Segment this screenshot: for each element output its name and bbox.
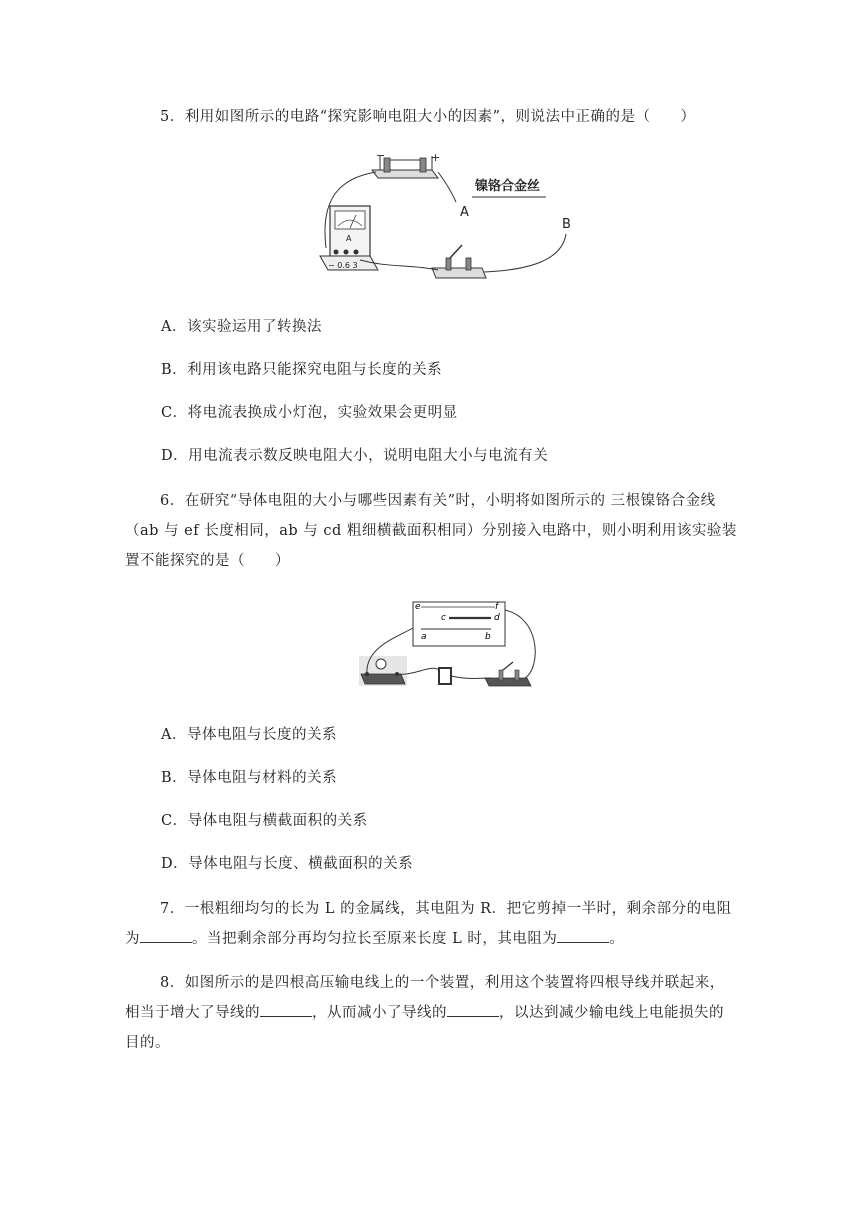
q8-line1: 8．如图所示的是四根高压输电线上的一个装置，利用这个装置将四根导线并联起来， <box>160 975 725 991</box>
label-e: e <box>415 602 421 612</box>
plus-label: + <box>431 151 441 164</box>
q8-line2-part-b: ，从而减小了导线的 <box>312 1005 447 1021</box>
q5-option-a: A．该实验运用了转换法 <box>161 319 322 335</box>
q6-circuit-figure <box>355 598 545 690</box>
q6-option-a: A．导体电阻与长度的关系 <box>161 727 337 743</box>
q7-line2-part-a: 为 <box>125 931 140 947</box>
q7-blank-2 <box>557 928 609 943</box>
meter-letter: A <box>346 234 352 243</box>
q5-option-d: D．用电流表示数反映电阻大小，说明电阻大小与电流有关 <box>161 448 549 464</box>
label-b: b <box>485 632 491 642</box>
q7-line1: 7．一根粗细均匀的长为 L 的金属线，其电阻为 R．把它剪掉一半时，剩余部分的电阻 <box>160 901 732 917</box>
q6-stem-line1: 6．在研究“导体电阻的大小与哪些因素有关”时，小明将如图所示的 三根镍铬合金线 <box>160 493 716 509</box>
q8-blank-1 <box>260 1002 312 1017</box>
q6-stem-line2: （ab 与 ef 长度相同，ab 与 cd 粗细横截面积相同）分别接入电路中，则小明利用该实验装 <box>125 523 737 539</box>
label-d: d <box>494 613 500 623</box>
q7-line2 <box>125 927 624 948</box>
q5-option-c: C．将电流表换成小灯泡，实验效果会更明显 <box>161 405 458 421</box>
q5-stem: 5．利用如图所示的电路“探究影响电阻大小的因素”，则说法中正确的是（ ） <box>160 109 696 125</box>
q8-blank-2 <box>447 1002 499 1017</box>
q5-option-b: B．利用该电路只能探究电阻与长度的关系 <box>161 362 443 378</box>
switch <box>432 245 486 278</box>
label-f: f <box>495 602 499 612</box>
point-a-label: A <box>460 205 469 220</box>
q7-blank-1 <box>140 928 192 943</box>
q7-line2-part-c: 。 <box>609 931 625 947</box>
q6-option-b: B．导体电阻与材料的关系 <box>161 770 338 786</box>
q6-stem-line3: 置不能探究的是（ ） <box>125 553 290 569</box>
q8-line2-part-a: 相当于增大了导线的 <box>125 1005 260 1021</box>
q6-option-d: D．导体电阻与长度、横截面积的关系 <box>161 856 414 872</box>
q7-line2-part-b: 。当把剩余部分再均匀拉长至原来长度 L 时，其电阻为 <box>192 931 558 947</box>
point-b-label: B <box>562 217 571 232</box>
q8-line2 <box>125 1001 724 1022</box>
minus-label: − <box>376 149 386 162</box>
label-c: c <box>441 613 446 623</box>
q6-option-c: C．导体电阻与横截面积的关系 <box>161 813 368 829</box>
meter-scale: − 0.6 3 <box>328 261 358 270</box>
q8-line3: 目的。 <box>125 1035 170 1051</box>
wire-label: 镍铬合金丝 <box>475 179 541 194</box>
label-a: a <box>421 632 427 642</box>
q5-circuit-figure <box>300 148 600 288</box>
q8-line2-part-c: ，以达到减少输电线上电能损失的 <box>499 1005 724 1021</box>
